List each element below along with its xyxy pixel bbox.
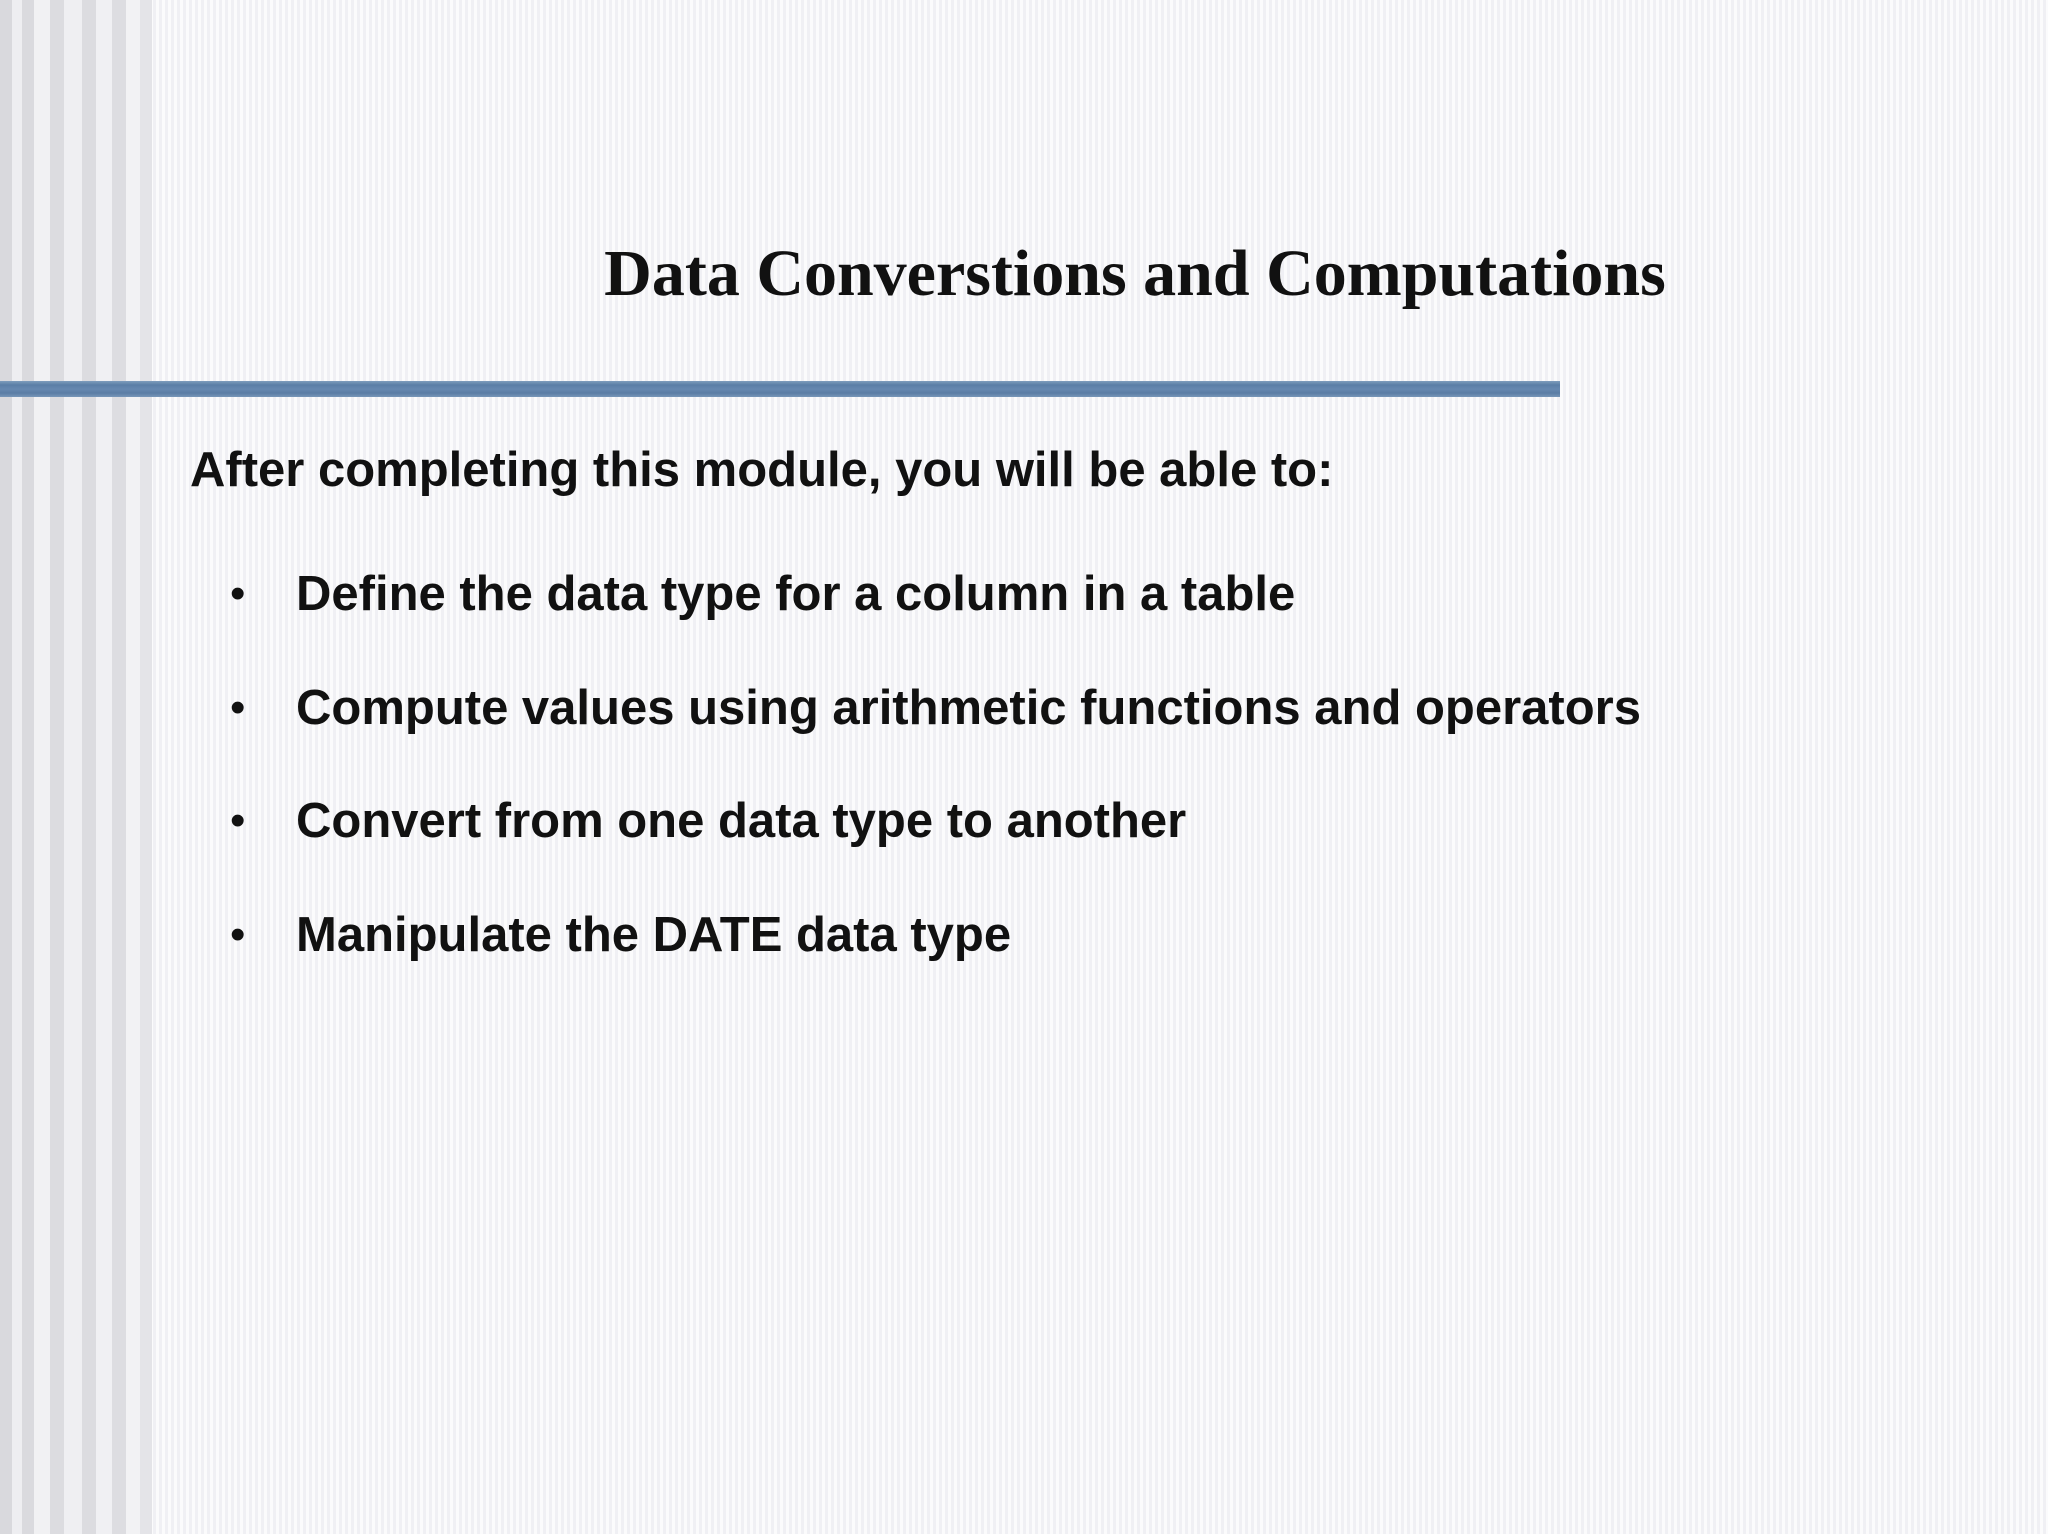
title-divider	[0, 381, 1560, 397]
list-item-text: Compute values using arithmetic functions and operators	[296, 680, 1641, 735]
bullet-icon: •	[230, 682, 246, 732]
bullet-icon: •	[230, 796, 246, 845]
list-item	[226, 791, 1641, 905]
list-item	[226, 905, 1641, 1019]
objectives-list	[226, 564, 1641, 1018]
slide-title: Data Converstions and Computations	[604, 237, 1666, 310]
bullet-icon: •	[230, 569, 246, 618]
decorative-side-stripes	[0, 0, 152, 1534]
list-item	[226, 678, 1641, 792]
intro-text: After completing this module, you will be able to:	[190, 443, 1334, 497]
list-item-text: Convert from one data type to another	[296, 794, 1187, 848]
bullet-icon: •	[230, 909, 246, 959]
list-item-text: Manipulate the DATE data type	[296, 907, 1012, 962]
list-item-text: Define the data type for a column in a table	[296, 567, 1296, 621]
list-item	[226, 564, 1641, 678]
